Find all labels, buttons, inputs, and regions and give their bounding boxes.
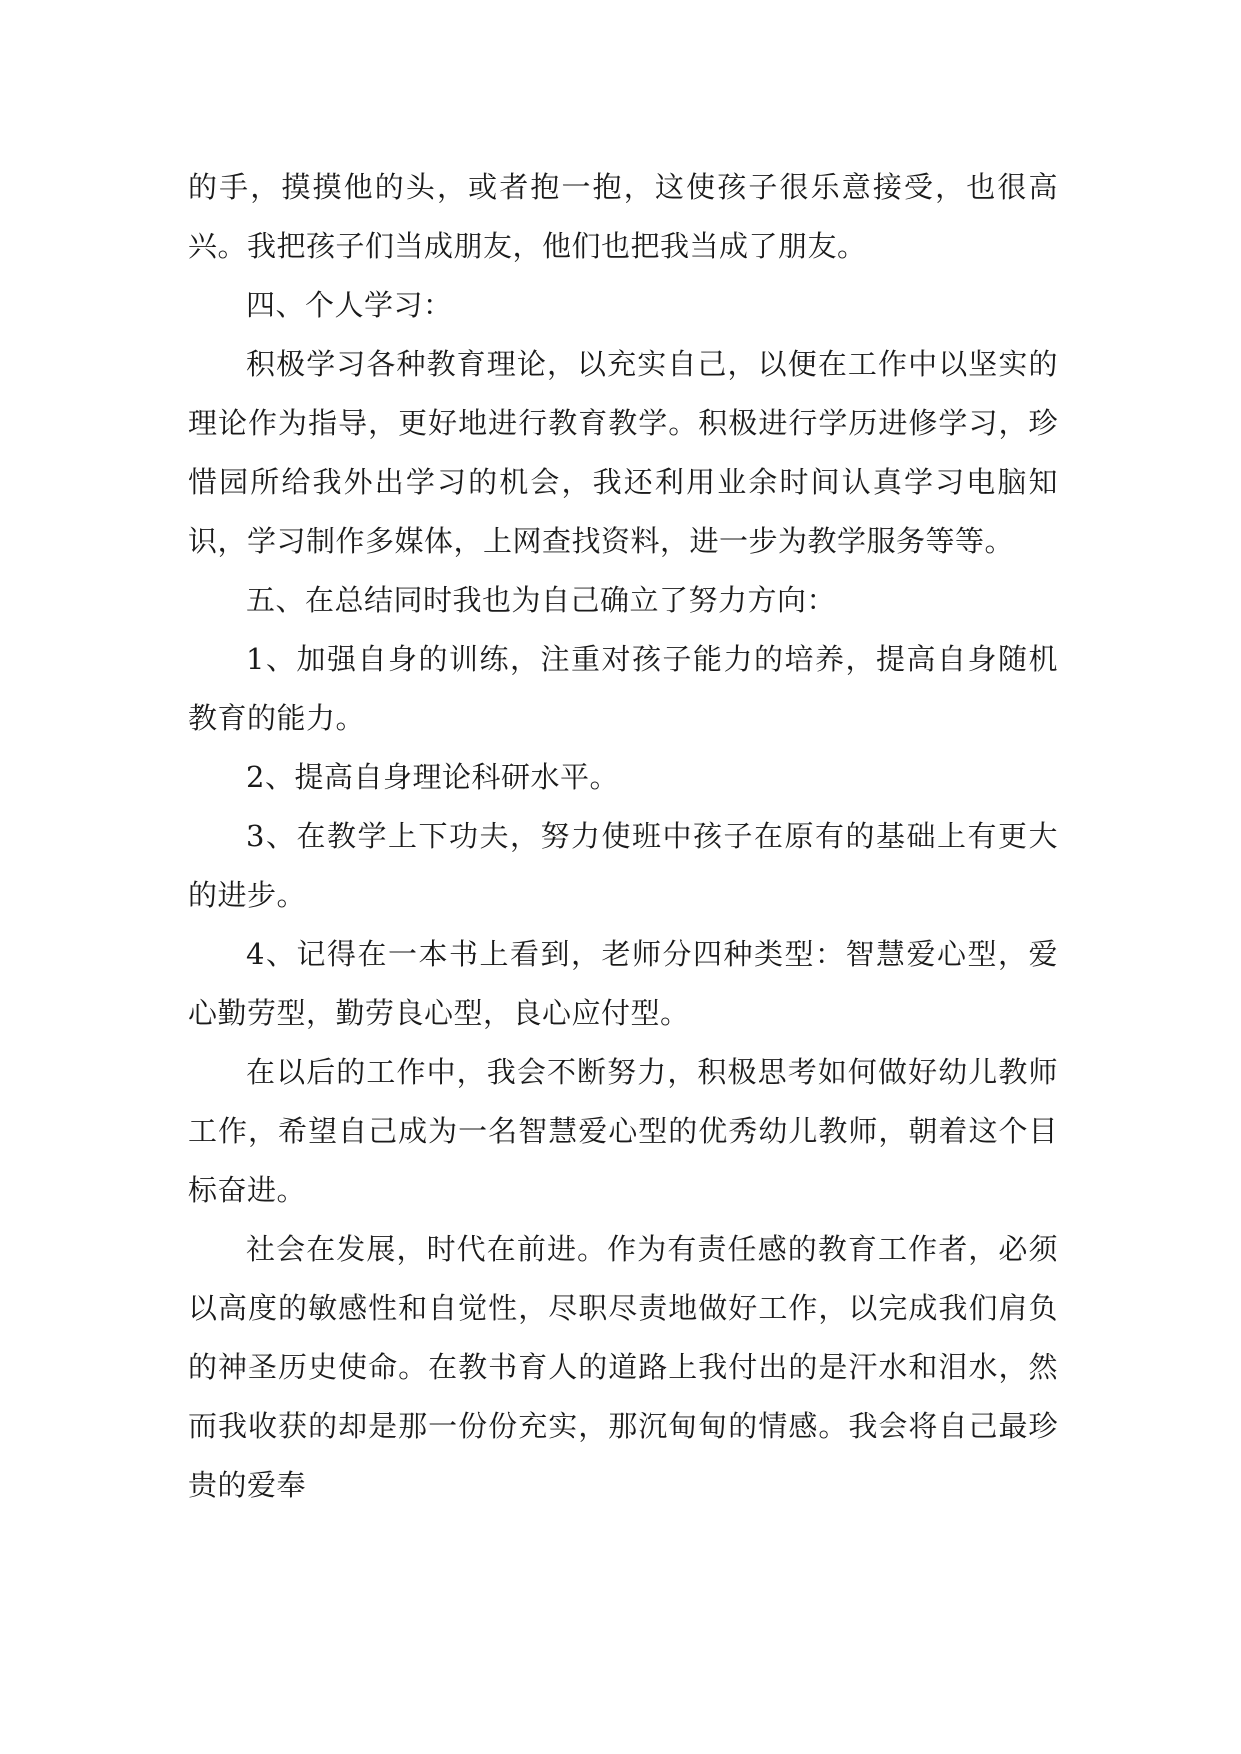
paragraph-future-work: 在以后的工作中，我会不断努力，积极思考如何做好幼儿教师工作，希望自己成为一名智慧爱心型的优秀幼儿教师，朝着这个目标奋进。: [188, 1055, 1058, 1207]
list-item-1: 1、加强自身的训练，注重对孩子能力的培养，提高自身随机教育的能力。: [188, 642, 1058, 735]
paragraph-study: 积极学习各种教育理论，以充实自己，以便在工作中以坚实的理论作为指导，更好地进行教育教学。积极进行学历进修学习，珍惜园所给我外出学习的机会，我还利用业余时间认真学习电脑知识，学习制作多媒体，上网查找资料，进一步为教学服务等等。: [188, 347, 1058, 558]
paragraph-continuation: 的手，摸摸他的头，或者抱一抱，这使孩子很乐意接受，也很高兴。我把孩子们当成朋友，他们也把我当成了朋友。: [188, 170, 1058, 263]
section-heading-personal-study: 四、个人学习：: [246, 288, 453, 322]
paragraph-conclusion: 社会在发展，时代在前进。作为有责任感的教育工作者，必须以高度的敏感性和自觉性，尽职尽责地做好工作，以完成我们肩负的神圣历史使命。在教书育人的道路上我付出的是汗水和泪水，然而我收获的却是那一份份充实，那沉甸甸的情感。我会将自己最珍贵的爱奉: [188, 1232, 1058, 1502]
document-body: [188, 158, 1058, 1515]
list-item-2: 2、提高自身理论科研水平。: [246, 760, 619, 794]
section-heading-direction: 五、在总结同时我也为自己确立了努力方向：: [246, 583, 837, 617]
list-item-3: 3、在教学上下功夫，努力使班中孩子在原有的基础上有更大的进步。: [188, 819, 1058, 912]
list-item-4: 4、记得在一本书上看到，老师分四种类型：智慧爱心型，爱心勤劳型，勤劳良心型，良心应付型。: [188, 937, 1058, 1030]
